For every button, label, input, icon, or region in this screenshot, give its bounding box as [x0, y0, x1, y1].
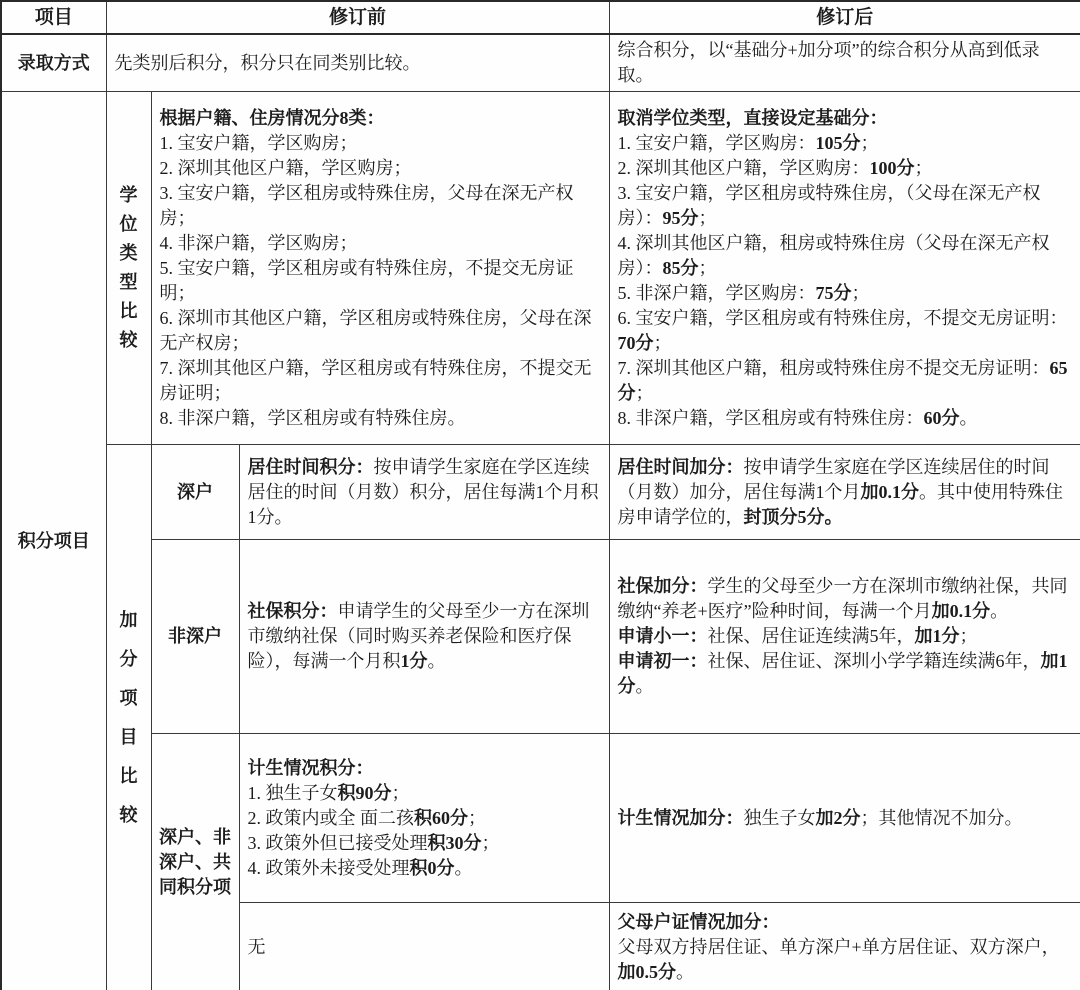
degree-type-label-cell	[106, 92, 151, 445]
bonus-section-label-cell	[106, 445, 151, 990]
common-before-cell: 计生情况积分： 1. 独生子女积90分； 2. 政策内或全 面二孩积60分； 3. 政策外但已接受处理积30分； 4. 政策外未接受处理积0分。	[239, 734, 609, 903]
feishenhu-after-cell: 社保加分：学生的父母至少一方在深圳市缴纳社保，共同缴纳“养老+医疗”险种时间，每满一个月加0.1分。 申请小一：社保、居住证连续满5年，加1分； 申请初一：社保、居住证、深圳小学学籍连续满6年，加1分。	[609, 540, 1080, 734]
shenhu-after-cell: 居住时间加分：按申请学生家庭在学区连续居住的时间（月数）加分，居住每满1个月加0.1分。其中使用特殊住房申请学位的，封顶分5分。	[609, 445, 1080, 540]
admission-before-cell: 先类别后积分，积分只在同类别比较。	[106, 34, 609, 92]
feishenhu-label: 非深户	[151, 540, 239, 734]
bonus-shenhu-row	[1, 445, 1080, 540]
degree-type-label: 学位类型比较	[119, 185, 138, 350]
shenhu-label: 深户	[151, 445, 239, 540]
degree-type-row	[1, 92, 1080, 445]
bonus-feishenhu-row	[1, 540, 1080, 734]
none-before-cell: 无	[239, 903, 609, 990]
header-row	[1, 1, 1080, 34]
feishenhu-before-cell: 社保积分：申请学生的父母至少一方在深圳市缴纳社保（同时购买养老保险和医疗保险），每满一个月积1分。	[239, 540, 609, 734]
parents-cert-after-cell: 父母户证情况加分： 父母双方持居住证、单方深户+单方居住证、双方深户，加0.5分。	[609, 903, 1080, 990]
common-after-cell: 计生情况加分：独生子女加2分；其他情况不加分。	[609, 734, 1080, 903]
header-after: 修订后	[609, 1, 1080, 34]
admission-row	[1, 34, 1080, 92]
common-label: 深户、非深户、共同积分项	[151, 734, 239, 990]
shenhu-before-cell: 居住时间积分：按申请学生家庭在学区连续居住的时间（月数）积分，居住每满1个月积1分。	[239, 445, 609, 540]
bonus-section-label: 加分项目比较	[119, 610, 138, 825]
section-points-label: 积分项目	[1, 92, 106, 990]
bonus-common-row	[1, 734, 1080, 903]
admission-after-cell: 综合积分，以“基础分+加分项”的综合积分从高到低录取。	[609, 34, 1080, 92]
degree-type-after-cell: 取消学位类型，直接设定基础分： 1. 宝安户籍，学区购房：105分； 2. 深圳其他区户籍，学区购房：100分； 3. 宝安户籍，学区租房或特殊住房，（父母在深无产权房）：95分； 4. 深圳其他区户籍，租房或特殊住房（父母在深无产权房）：85分； 5. 非深户籍，学区购房：75分； 6. 宝安户籍，学区租房或有特殊住房，不提交无房证明：70分； 7. 深圳其他区户籍，租房或特殊住房不提交无房证明：65分； 8. 非深户籍，学区租房或有特殊住房：60分。	[609, 92, 1080, 445]
admission-label: 录取方式	[1, 34, 106, 92]
degree-type-before-cell: 根据户籍、住房情况分8类： 1. 宝安户籍，学区购房； 2. 深圳其他区户籍，学区购房； 3. 宝安户籍，学区租房或特殊住房，父母在深无产权房； 4. 非深户籍，学区购房； 5. 宝安户籍，学区租房或有特殊住房，不提交无房证明； 6. 深圳市其他区户籍，学区租房或特殊住房，父母在深无产权房； 7. 深圳其他区户籍，学区租房或有特殊住房，不提交无房证明； 8. 非深户籍，学区租房或有特殊住房。	[151, 92, 609, 445]
header-before: 修订前	[106, 1, 609, 34]
header-item: 项目	[1, 1, 106, 34]
